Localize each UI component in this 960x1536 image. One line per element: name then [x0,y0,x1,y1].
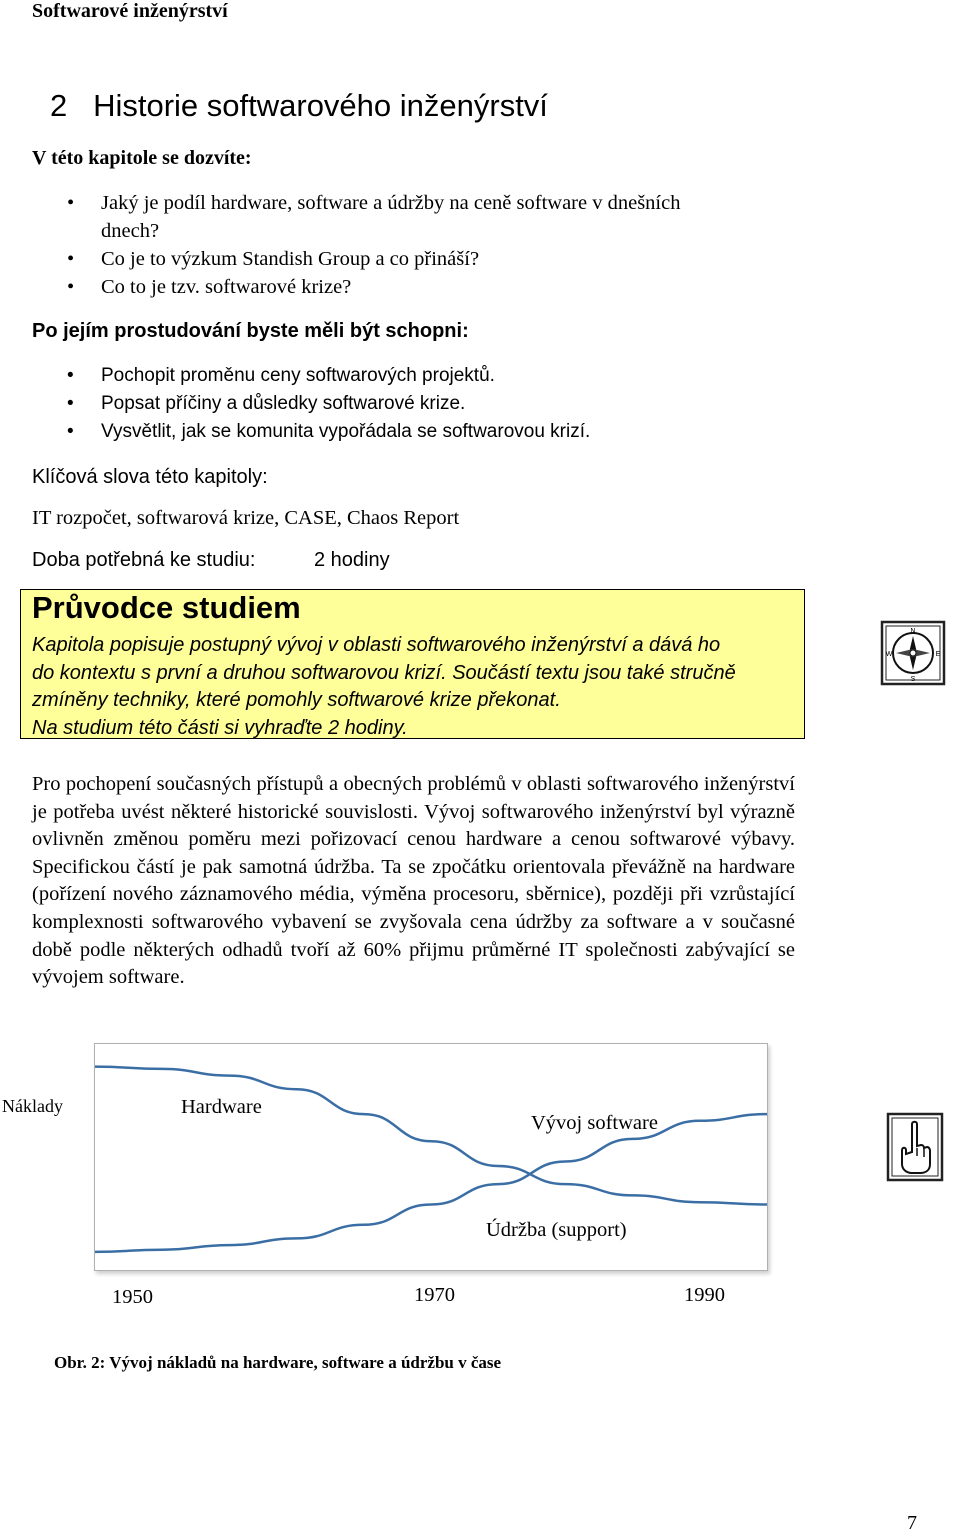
keywords-text: IT rozpočet, softwarová krize, CASE, Chaos Report [32,507,460,529]
x-tick-label: 1990 [684,1284,725,1306]
chart-region-hardware: Hardware [181,1096,262,1118]
compass-icon [880,620,946,686]
chapter-title: 2 Historie softwarového inženýrství [50,88,548,123]
list-item: • Co to je tzv. softwarové krize? [67,276,352,298]
svg-text:W: W [885,651,893,658]
list-item: • Jaký je podíl hardware, software a údržby na ceně software v dnešních [67,192,681,214]
body-paragraph: Pro pochopení současných přístupů a obecných problémů v oblasti softwarového inženýrství je potřeba uvést některé historické souvislosti. Vývoj softwarového inženýrství byl výrazně ovlivněn změnou poměru mezi pořizovací cenou hardware a cenou softwarové výbavy. Specifickou částí je pak samotná údržba. Ta se zpočátku orientovala převážně na hardware (pořízení nového záznamového média, výměna procesoru, sběrnice), později při vzrůstající komplexnosti softwarového vybavení se zvyšovala cena údržby za software a v současné době podle některých odhadů tvoří až 60% přijmu průměrné IT společnosti zabývající se vývojem software. [32,773,795,989]
hardware-software-boundary-curve [95,1067,767,1205]
software-maintenance-boundary-curve [95,1114,767,1252]
list-item: • Vysvětlit, jak se komunita vypořádala se softwarovou krizí. [67,421,591,442]
running-header: Softwarové inženýrství [32,0,228,22]
keywords-heading: Klíčová slova této kapitoly: [32,466,268,488]
chart-region-software: Vývoj software [531,1112,658,1134]
svg-text:S: S [910,676,916,683]
svg-text:N: N [910,628,916,635]
study-guide-text: Kapitola popisuje postupný vývoj v oblasti softwarového inženýrství a dává ho do kontextu s první a druhou softwarovou krizí. Součástí textu jsou také stručně zmíněny techniky, které pomohly softwarové krize překonat. Na studium této části si vyhraďte 2 hodiny. [32,634,736,739]
goals-heading: Po jejím prostudování byste měli být schopni: [32,320,469,342]
duration-label: Doba potřebná ke studiu: [32,549,256,571]
figure-caption: Obr. 2: Vývoj nákladů na hardware, software a údržbu v čase [54,1353,502,1372]
cost-chart [95,1044,767,1270]
duration-value: 2 hodiny [314,549,390,571]
list-item: • Popsat příčiny a důsledky softwarové krize. [67,393,466,414]
x-tick-label: 1950 [112,1286,153,1308]
chart-frame [94,1043,768,1271]
study-guide-title: Průvodce studiem [32,590,301,625]
learn-heading: V této kapitole se dozvíte: [32,147,252,169]
goals-list [67,362,821,446]
pointing-hand-icon [886,1112,944,1182]
x-tick-label: 1970 [414,1284,455,1306]
learn-list [67,189,821,301]
chart-ylabel: Náklady [2,1096,63,1116]
list-item: dnech? [101,220,160,242]
list-item: • Pochopit proměnu ceny softwarových projektů. [67,365,495,386]
page-number: 7 [907,1512,917,1534]
chart-region-maintenance: Údržba (support) [486,1219,627,1241]
list-item: • Co je to výzkum Standish Group a co přináší? [67,248,480,270]
svg-text:E: E [935,651,941,658]
